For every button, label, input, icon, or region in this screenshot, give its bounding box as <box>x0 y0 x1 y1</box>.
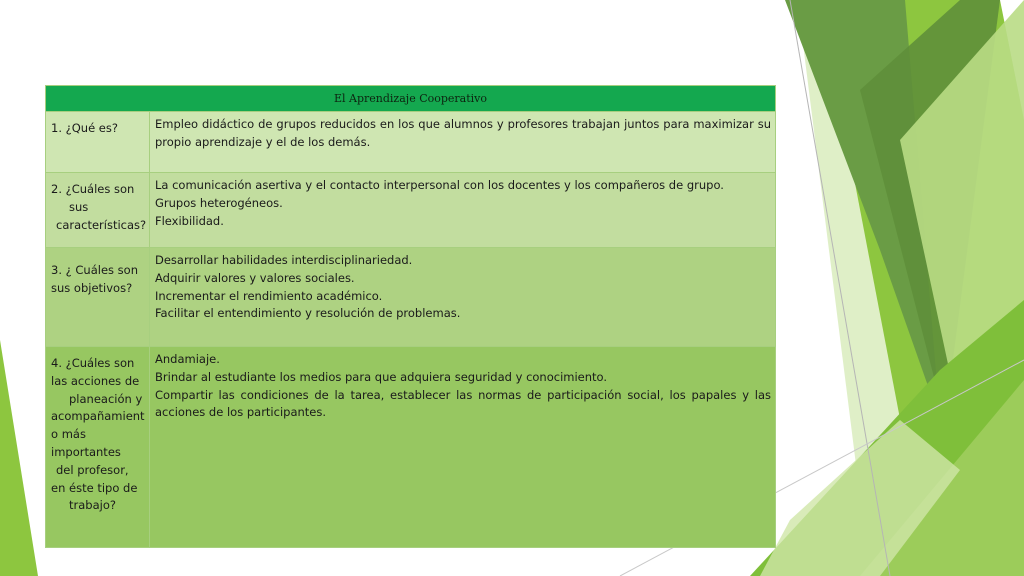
question-line: planeación y <box>69 391 143 406</box>
question-line: importantes <box>51 444 121 459</box>
table-title: El Aprendizaje Cooperativo <box>46 86 776 112</box>
question-line: las acciones de <box>51 373 140 388</box>
question-line: trabajo? <box>69 498 116 513</box>
answer-line: Empleo didáctico de grupos reducidos en los que alumnos y profesores trabajan juntos para maximizar su propio aprendizaje y el de los demás. <box>155 117 771 149</box>
table-row <box>46 173 776 248</box>
answer-line: Andamiaje. <box>155 352 220 366</box>
answer-line: Flexibilidad. <box>155 213 224 228</box>
question-line: o más <box>51 427 86 442</box>
table-row <box>46 112 776 173</box>
answer-line: La comunicación asertiva y el contacto interpersonal con los docentes y los compañeros de grupo. <box>155 178 724 192</box>
answer-line: Brindar al estudiante los medios para que adquiera seguridad y conocimiento. <box>155 369 608 384</box>
table-row <box>46 248 776 347</box>
answer-cell <box>150 112 776 173</box>
question-line: sus <box>69 199 89 214</box>
answer-line: Desarrollar habilidades interdisciplinariedad. <box>155 253 413 267</box>
answer-line: Incrementar el rendimiento académico. <box>155 288 383 303</box>
cooperative-learning-table <box>45 85 776 548</box>
question-line: del profesor, <box>56 462 129 477</box>
answer-line: Facilitar el entendimiento y resolución de problemas. <box>155 306 461 321</box>
question-line: en éste tipo de <box>51 480 138 495</box>
table-row <box>46 347 776 548</box>
question-cell <box>46 347 150 548</box>
question-line: características? <box>56 217 147 232</box>
question-line: acompañamient <box>51 409 145 424</box>
answer-line: Compartir las condiciones de la tarea, establecer las normas de participación social, los papales y las acciones de los participantes. <box>155 387 771 420</box>
question-line: sus objetivos? <box>51 280 133 295</box>
question-cell <box>46 112 150 173</box>
left-green-stripe <box>0 340 38 576</box>
answer-cell <box>150 248 776 347</box>
question-cell <box>46 173 150 248</box>
answer-cell <box>150 173 776 248</box>
question-line: 4. ¿Cuáles son <box>51 356 135 370</box>
question-line: 2. ¿Cuáles son <box>51 182 135 196</box>
table-header-row <box>46 86 776 112</box>
question-line: 3. ¿ Cuáles son <box>51 263 138 277</box>
answer-cell <box>150 347 776 548</box>
question-cell <box>46 248 150 347</box>
question-line: 1. ¿Qué es? <box>51 121 118 135</box>
answer-line: Adquirir valores y valores sociales. <box>155 270 355 285</box>
answer-line: Grupos heterogéneos. <box>155 195 283 210</box>
